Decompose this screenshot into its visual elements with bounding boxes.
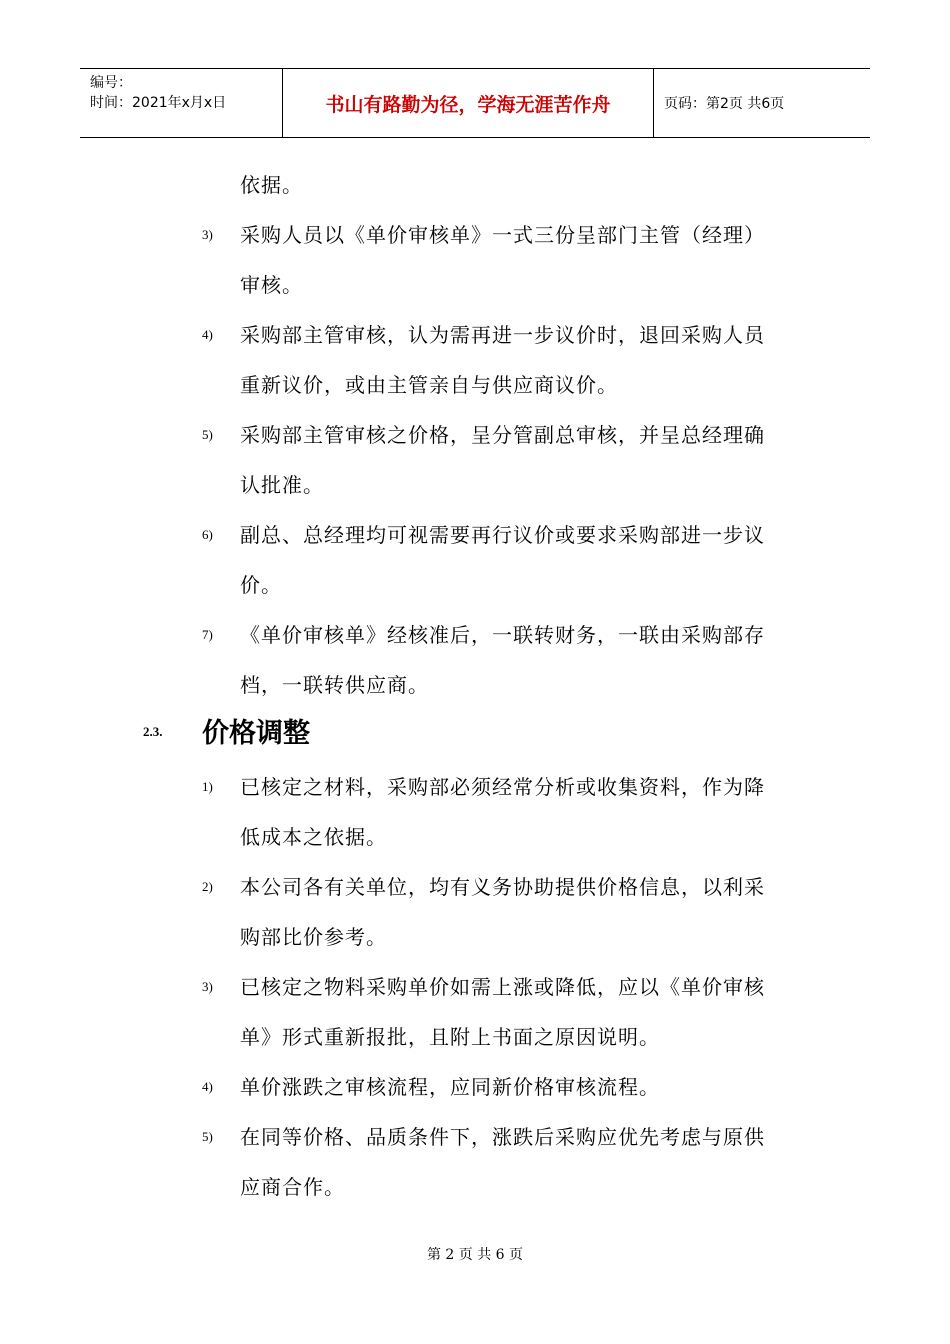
list-item-text: 重新议价，或由主管亲自与供应商议价。 xyxy=(240,373,618,397)
list-item-number: 6) xyxy=(202,527,213,542)
list-item xyxy=(0,510,950,610)
header-page-info: 页码：第2页 共6页 xyxy=(664,96,785,112)
list-item-text: 单》形式重新报批，且附上书面之原因说明。 xyxy=(240,1025,660,1049)
list-item xyxy=(0,160,950,210)
list-item-text: 档，一联转供应商。 xyxy=(240,673,429,697)
procedure-list xyxy=(0,210,950,710)
list-item-number: 3) xyxy=(202,979,213,994)
document-body xyxy=(0,160,950,1212)
list-item-number: 5) xyxy=(202,1129,213,1144)
list-item xyxy=(0,862,950,962)
list-item-text: 购部比价参考。 xyxy=(240,925,387,949)
list-item-text: 认批准。 xyxy=(240,473,324,497)
list-item-number: 5) xyxy=(202,427,213,442)
list-item-text: 采购人员以《单价审核单》一式三份呈部门主管（经理） xyxy=(240,223,765,247)
section-number: 2.3. xyxy=(143,724,163,739)
list-item-text: 《单价审核单》经核准后，一联转财务，一联由采购部存 xyxy=(240,623,765,647)
list-item xyxy=(0,1112,950,1212)
list-item-number: 2) xyxy=(202,879,213,894)
list-item xyxy=(0,210,950,310)
list-item-text: 本公司各有关单位，均有义务协助提供价格信息，以利采 xyxy=(240,875,765,899)
page-footer: 第 2 页 共 6 页 xyxy=(426,1247,524,1263)
list-item-text: 单价涨跌之审核流程，应同新价格审核流程。 xyxy=(240,1075,660,1099)
list-item xyxy=(0,410,950,510)
page-header xyxy=(80,68,870,138)
list-item xyxy=(0,310,950,410)
list-item-text: 已核定之物料采购单价如需上涨或降低，应以《单价审核 xyxy=(240,975,765,999)
list-item-number: 4) xyxy=(202,1079,213,1094)
list-item-text: 价。 xyxy=(240,573,282,597)
list-item-text: 应商合作。 xyxy=(240,1175,345,1199)
list-item-text: 低成本之依据。 xyxy=(240,825,387,849)
list-item-number: 3) xyxy=(202,227,213,242)
list-item-text: 在同等价格、品质条件下，涨跌后采购应优先考虑与原供 xyxy=(240,1125,765,1149)
list-item xyxy=(0,1062,950,1112)
list-item-text: 采购部主管审核，认为需再进一步议价时，退回采购人员 xyxy=(240,323,765,347)
list-item xyxy=(0,610,950,710)
price-adjustment-list xyxy=(0,762,950,1212)
section-heading xyxy=(0,710,950,762)
list-item xyxy=(0,962,950,1062)
document-time-label: 时间：2021年x月x日 xyxy=(90,95,227,111)
list-item-number: 4) xyxy=(202,327,213,342)
list-item xyxy=(0,762,950,862)
list-item-text: 副总、总经理均可视需要再行议价或要求采购部进一步议 xyxy=(240,523,765,547)
continuation-line: 依据。 xyxy=(240,173,303,197)
document-number-label: 编号： xyxy=(90,75,132,91)
list-item-number: 7) xyxy=(202,627,213,642)
list-item-text: 已核定之材料，采购部必须经常分析或收集资料，作为降 xyxy=(240,775,765,799)
list-item-number: 1) xyxy=(202,779,213,794)
header-meta xyxy=(80,69,282,137)
header-motto: 书山有路勤为径，学海无涯苦作舟 xyxy=(282,69,654,137)
section-title: 价格调整 xyxy=(202,718,310,749)
list-item-text: 审核。 xyxy=(240,273,303,297)
list-item-text: 采购部主管审核之价格，呈分管副总审核，并呈总经理确 xyxy=(240,423,765,447)
